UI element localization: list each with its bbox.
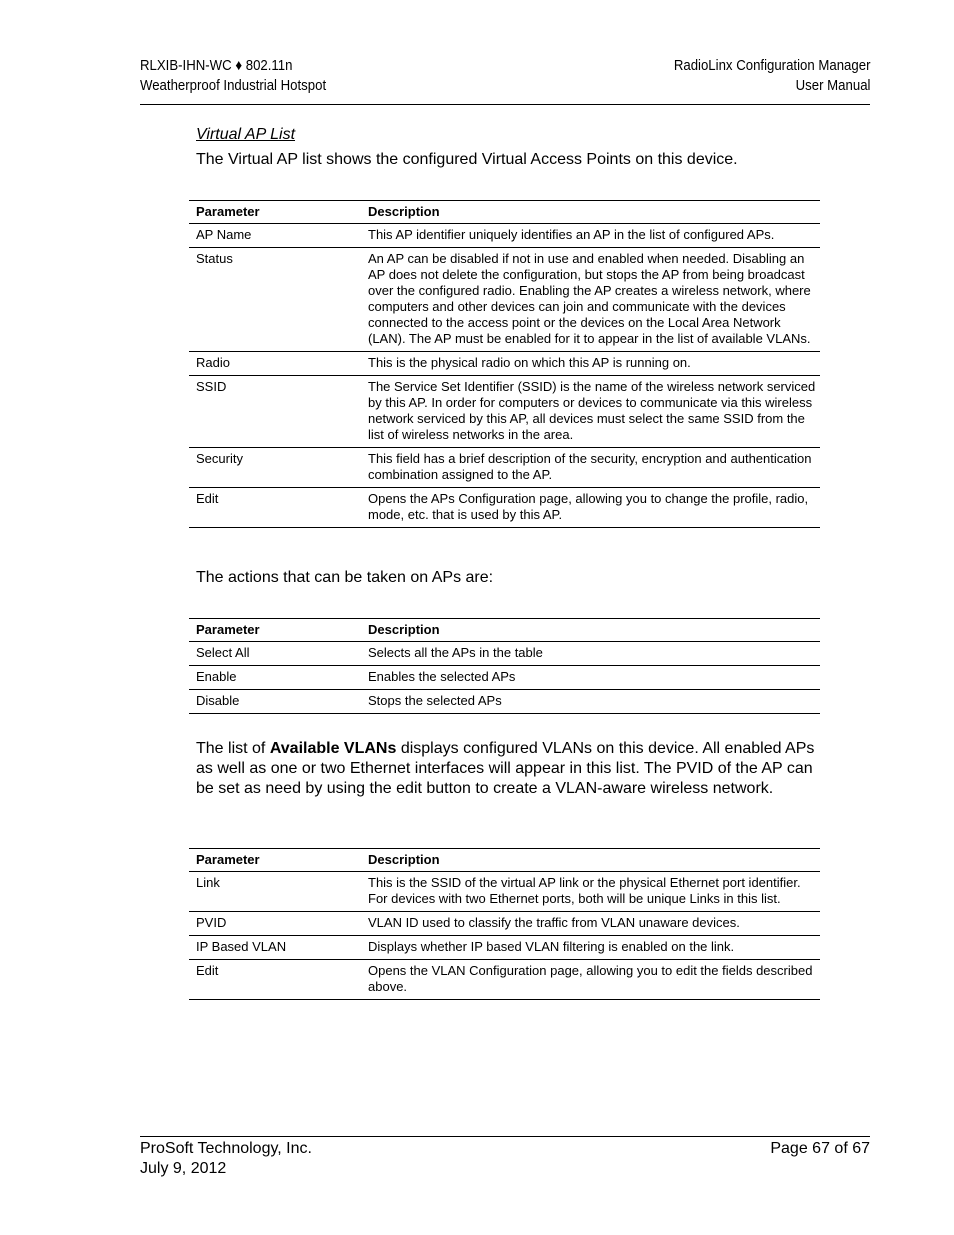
table-row — [189, 936, 820, 960]
parameter-cell: Radio — [189, 352, 361, 376]
description-cell: Opens the APs Configuration page, allowing you to change the profile, radio, mode, etc. that is used by this AP. — [361, 488, 820, 528]
ap-actions-table — [189, 618, 820, 714]
table-row — [189, 488, 820, 528]
description-cell: The Service Set Identifier (SSID) is the name of the wireless network serviced by this AP. In order for computers or devices to communicate via this wireless network serviced by this AP, all devices must select the same SSID from the list of wireless networks in the area. — [361, 376, 820, 448]
parameter-cell: Disable — [189, 690, 361, 714]
virtual-ap-parameter-table — [189, 200, 820, 528]
description-cell: Displays whether IP based VLAN filtering is enabled on the link. — [361, 936, 820, 960]
table-row — [189, 960, 820, 1000]
description-cell: Selects all the APs in the table — [361, 642, 820, 666]
header-left — [140, 56, 326, 96]
vlan-paragraph — [196, 739, 826, 799]
parameter-cell: SSID — [189, 376, 361, 448]
description-cell: Stops the selected APs — [361, 690, 820, 714]
header-parameter: Parameter — [189, 849, 361, 872]
footer-company: ProSoft Technology, Inc. — [140, 1140, 312, 1157]
table-row — [189, 248, 820, 352]
section-title: Virtual AP List — [196, 126, 296, 143]
description-cell: This field has a brief description of the security, encryption and authentication combination assigned to the AP. — [361, 448, 820, 488]
parameter-cell: Security — [189, 448, 361, 488]
description-cell: Enables the selected APs — [361, 666, 820, 690]
parameter-cell: PVID — [189, 912, 361, 936]
parameter-cell: IP Based VLAN — [189, 936, 361, 960]
header-right — [673, 56, 870, 96]
description-cell: This is the SSID of the virtual AP link or the physical Ethernet port identifier. For devices with two Ethernet ports, both will be unique Links in this list. — [361, 872, 820, 912]
table-row — [189, 872, 820, 912]
actions-intro: The actions that can be taken on APs are: — [196, 569, 494, 586]
header-manual-type: User Manual — [795, 77, 870, 94]
footer-left — [140, 1139, 312, 1179]
header-description: Description — [361, 619, 820, 642]
description-cell: This AP identifier uniquely identifies an AP in the list of configured APs. — [361, 224, 820, 248]
table-row — [189, 448, 820, 488]
description-cell: An AP can be disabled if not in use and enabled when needed. Disabling an AP does not delete the configuration, but stops the AP from being broadcast over the configured radio. Enabling the AP creates a wireless network, where computers and other devices can join and communicate with the devices connected to the access point or the devices on the Local Area Network (LAN). The AP must be enabled for it to appear in the list of available VLANs. — [361, 248, 820, 352]
vlan-para-suffix: displays configured VLANs on this device. All enabled APs as well as one or two Ethernet interfaces will appear in this list. The PVID of the AP can be set as need by using the edit button to create a VLAN-aware wireless network. — [196, 740, 815, 797]
parameter-cell: Select All — [189, 642, 361, 666]
header-parameter: Parameter — [189, 619, 361, 642]
table-row — [189, 666, 820, 690]
footer-page-number: Page 67 of 67 — [770, 1140, 870, 1157]
table-header-row — [189, 619, 820, 642]
footer-date: July 9, 2012 — [140, 1160, 227, 1177]
parameter-cell: Link — [189, 872, 361, 912]
header-product-model: RLXIB-IHN-WC ♦ 802.11n — [140, 57, 293, 74]
vlan-para-prefix: The list of — [196, 740, 270, 757]
header-parameter: Parameter — [189, 201, 361, 224]
parameter-cell: AP Name — [189, 224, 361, 248]
description-cell: VLAN ID used to classify the traffic from VLAN unaware devices. — [361, 912, 820, 936]
table-row — [189, 376, 820, 448]
header-description: Description — [361, 201, 820, 224]
description-cell: This is the physical radio on which this AP is running on. — [361, 352, 820, 376]
parameter-cell: Edit — [189, 488, 361, 528]
header-manual-title: RadioLinx Configuration Manager — [673, 57, 870, 74]
table-row — [189, 352, 820, 376]
vlan-parameter-table — [189, 848, 820, 1000]
header-product-name: Weatherproof Industrial Hotspot — [140, 77, 327, 94]
table-row — [189, 642, 820, 666]
table-row — [189, 690, 820, 714]
page-footer — [140, 1136, 870, 1177]
description-cell: Opens the VLAN Configuration page, allowing you to edit the fields described above. — [361, 960, 820, 1000]
table-row — [189, 224, 820, 248]
parameter-cell: Enable — [189, 666, 361, 690]
parameter-cell: Status — [189, 248, 361, 352]
table-row — [189, 912, 820, 936]
page-header — [140, 56, 870, 105]
parameter-cell: Edit — [189, 960, 361, 1000]
section-intro: The Virtual AP list shows the configured Virtual Access Points on this device. — [196, 151, 738, 168]
table-header-row — [189, 201, 820, 224]
vlan-para-bold: Available VLANs — [269, 740, 397, 757]
table-header-row — [189, 849, 820, 872]
header-description: Description — [361, 849, 820, 872]
